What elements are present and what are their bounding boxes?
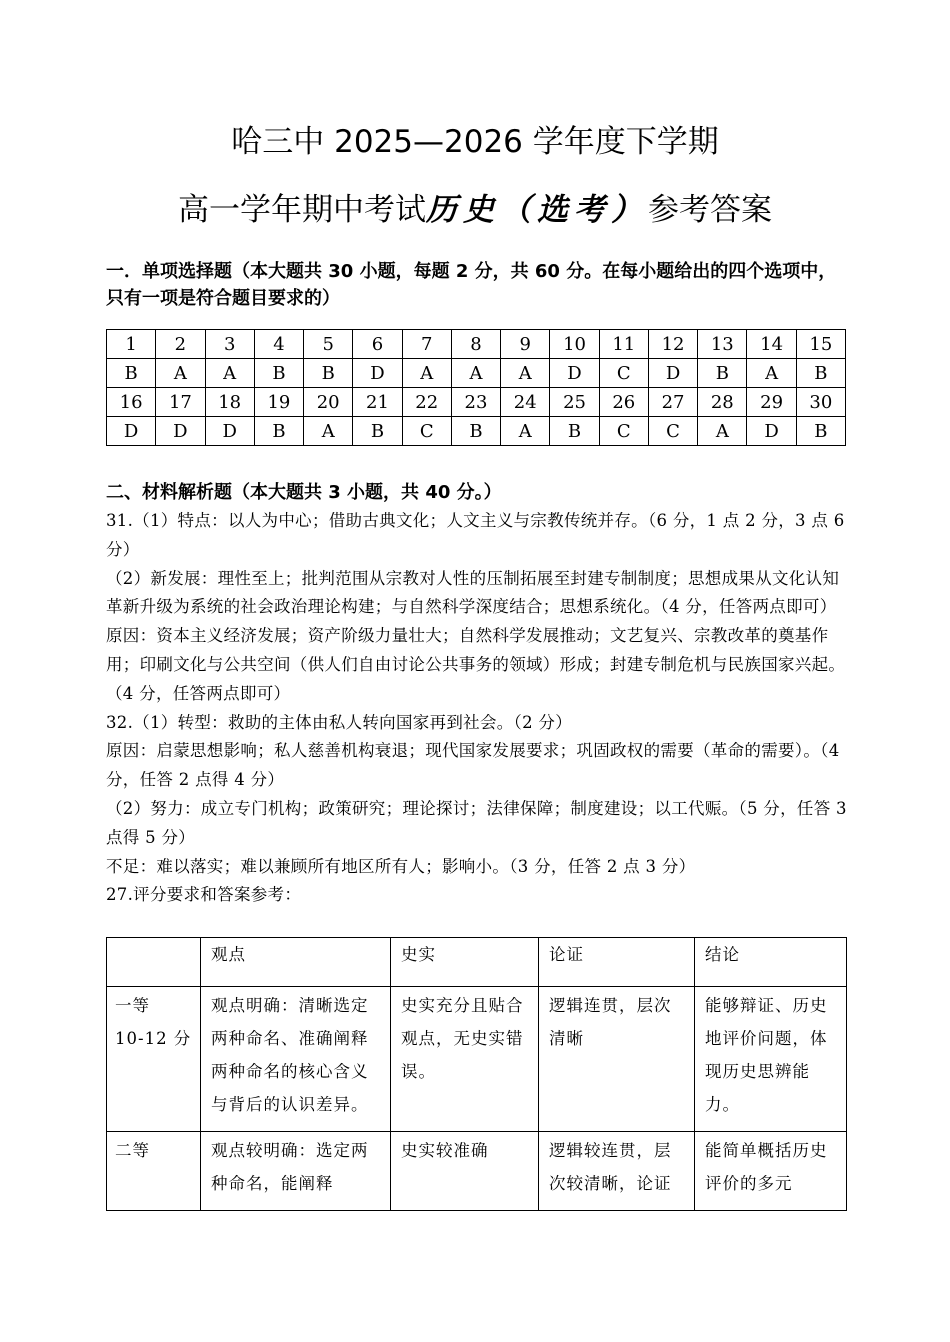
answer-letter: B	[550, 417, 599, 446]
answer-letter: A	[402, 359, 451, 388]
question-number: 10	[550, 330, 599, 359]
question-number: 27	[648, 388, 697, 417]
answer-letter: B	[698, 359, 747, 388]
question-number: 29	[747, 388, 796, 417]
answer-letter: D	[205, 417, 254, 446]
question-number: 6	[353, 330, 402, 359]
section2-heading: 二、材料解析题（本大题共 3 小题，共 40 分。）	[106, 482, 502, 503]
rubric-level-cell	[107, 987, 201, 1132]
rubric-viewpoint: 观点明确：清晰选定两种命名、准确阐释两种命名的核心含义与背后的认识差异。	[201, 987, 391, 1132]
question-number: 13	[698, 330, 747, 359]
question-number: 7	[402, 330, 451, 359]
title-subject: 历史（选考）	[426, 192, 648, 228]
question-number: 18	[205, 388, 254, 417]
answer-letter: B	[254, 417, 303, 446]
title-suffix: 参考答案	[648, 192, 772, 228]
answer-letter: B	[451, 417, 500, 446]
rubric-header-row	[107, 938, 847, 987]
question-number: 20	[304, 388, 353, 417]
rubric-header-facts: 史实	[391, 938, 539, 987]
answer-letter: A	[747, 359, 796, 388]
answer-letter: B	[796, 417, 845, 446]
answer-letter: B	[254, 359, 303, 388]
answer-table	[106, 329, 846, 446]
question-number: 23	[451, 388, 500, 417]
answer-letter: B	[107, 359, 156, 388]
q27-intro: 27.评分要求和答案参考：	[106, 885, 302, 905]
answer-letter: A	[156, 359, 205, 388]
q32-part2: （2）努力：成立专门机构；政策研究；理论探讨；法律保障；制度建设；以工代赈。（5 分，任答 3 点得 5 分）	[106, 798, 847, 847]
question-number: 5	[304, 330, 353, 359]
section1-heading: 一．单项选择题（本大题共 30 小题，每题 2 分，共 60 分。在每小题给出的四个选项中，只有一项是符合题目要求的）	[106, 261, 837, 309]
question-number: 19	[254, 388, 303, 417]
answer-row-numbers-2	[107, 388, 846, 417]
question-number: 22	[402, 388, 451, 417]
answer-letter: D	[107, 417, 156, 446]
rubric-header-argument: 论证	[539, 938, 695, 987]
question-number: 28	[698, 388, 747, 417]
answer-letter: B	[796, 359, 845, 388]
answer-letter: C	[648, 417, 697, 446]
question-number: 3	[205, 330, 254, 359]
document-title-line1: 哈三中 2025—2026 学年度下学期	[231, 124, 719, 160]
q31-reasons: 原因：资本主义经济发展；资产阶级力量壮大；自然科学发展推动；文艺复兴、宗教改革的奠基作用；印刷文化与公共空间（供人们自由讨论公共事务的领域）形成；封建专制危机与民族国家兴起。（4 分，任答两点即可）	[106, 626, 846, 703]
answer-letter: A	[205, 359, 254, 388]
question-number: 24	[501, 388, 550, 417]
q31-part2: （2）新发展：理性至上；批判范围从宗教对人性的压制拓展至封建专制制度；思想成果从文化认知革新升级为系统的社会政治理论构建；与自然科学深度结合；思想系统化。（4 分，任答两点即可）	[106, 568, 840, 617]
answer-letter: C	[402, 417, 451, 446]
answer-letter: A	[698, 417, 747, 446]
q32-part1: 32.（1）转型：救助的主体由私人转向国家再到社会。（2 分）	[106, 712, 573, 732]
rubric-conclusion: 能够辩证、历史地评价问题，体现历史思辨能力。	[695, 987, 847, 1132]
answer-row-letters-1	[107, 359, 846, 388]
document-title-line2	[0, 188, 950, 232]
q32-reasons: 原因：启蒙思想影响；私人慈善机构衰退；现代国家发展要求；巩固政权的需要（革命的需要）。（4 分，任答 2 点得 4 分）	[106, 741, 840, 790]
question-number: 11	[599, 330, 648, 359]
answer-letter: C	[599, 359, 648, 388]
question-number: 26	[599, 388, 648, 417]
question-number: 4	[254, 330, 303, 359]
answer-row-numbers-1	[107, 330, 846, 359]
rubric-header-level	[107, 938, 201, 987]
answer-letter: A	[501, 359, 550, 388]
rubric-level: 二等	[115, 1141, 150, 1160]
rubric-row	[107, 1132, 847, 1211]
question-number: 17	[156, 388, 205, 417]
answer-letter: A	[304, 417, 353, 446]
rubric-argument: 逻辑连贯，层次清晰	[539, 987, 695, 1132]
question-number: 21	[353, 388, 402, 417]
answer-letter: B	[353, 417, 402, 446]
question-number: 9	[501, 330, 550, 359]
question-number: 12	[648, 330, 697, 359]
q32-shortcomings: 不足：难以落实；难以兼顾所有地区所有人；影响小。（3 分，任答 2 点 3 分）	[106, 856, 696, 876]
rubric-header-viewpoint: 观点	[201, 938, 391, 987]
answer-letter: C	[599, 417, 648, 446]
answer-letter: A	[501, 417, 550, 446]
rubric-facts: 史实充分且贴合观点，无史实错误。	[391, 987, 539, 1132]
answer-letter: D	[353, 359, 402, 388]
answers-body	[106, 507, 850, 910]
rubric-header-conclusion: 结论	[695, 938, 847, 987]
rubric-row	[107, 987, 847, 1132]
title-prefix: 高一学年期中考试	[178, 192, 426, 228]
rubric-level: 一等	[115, 996, 150, 1015]
rubric-argument: 逻辑较连贯，层次较清晰，论证	[539, 1132, 695, 1211]
question-number: 1	[107, 330, 156, 359]
answer-letter: B	[304, 359, 353, 388]
question-number: 8	[451, 330, 500, 359]
question-number: 15	[796, 330, 845, 359]
question-number: 30	[796, 388, 845, 417]
answer-letter: D	[747, 417, 796, 446]
question-number: 25	[550, 388, 599, 417]
rubric-table	[106, 937, 847, 1211]
question-number: 14	[747, 330, 796, 359]
answer-letter: D	[550, 359, 599, 388]
rubric-viewpoint: 观点较明确：选定两种命名，能阐释	[201, 1132, 391, 1211]
rubric-level-cell	[107, 1132, 201, 1211]
answer-row-letters-2	[107, 417, 846, 446]
question-number: 16	[107, 388, 156, 417]
rubric-conclusion: 能简单概括历史评价的多元	[695, 1132, 847, 1211]
answer-letter: D	[156, 417, 205, 446]
rubric-facts: 史实较准确	[391, 1132, 539, 1211]
q31-part1: 31.（1）特点：以人为中心；借助古典文化；人文主义与宗教传统并存。（6 分，1 点 2 分，3 点 6 分）	[106, 511, 845, 559]
answer-letter: D	[648, 359, 697, 388]
answer-letter: A	[451, 359, 500, 388]
question-number: 2	[156, 330, 205, 359]
rubric-score: 10-12 分	[115, 1029, 192, 1048]
